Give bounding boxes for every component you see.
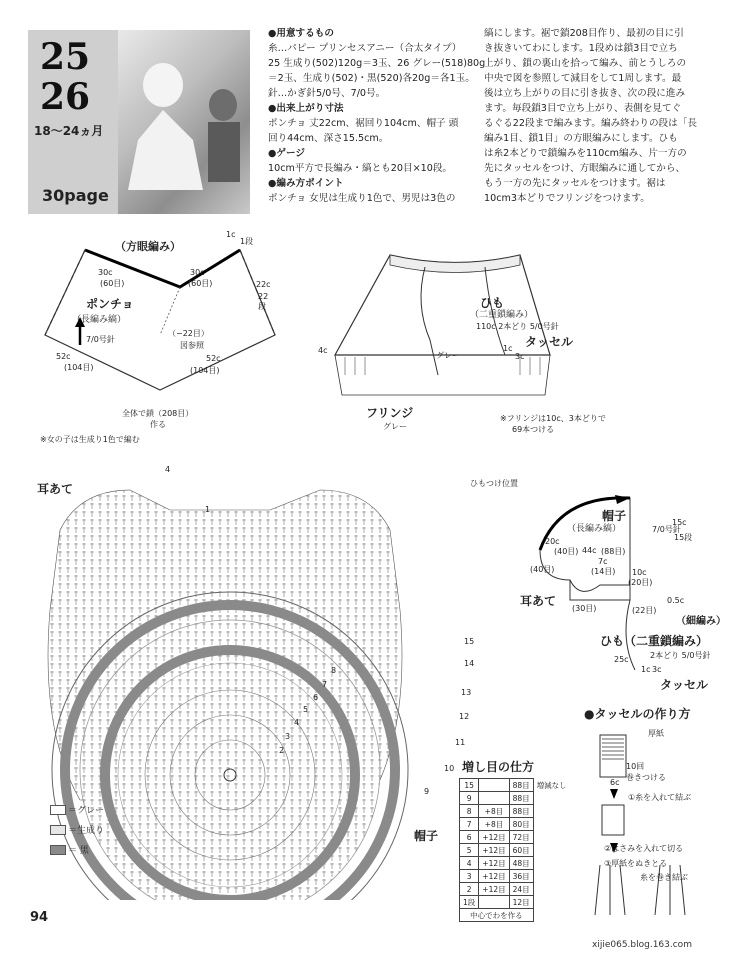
size-title: ●出来上がり寸法 [268, 103, 344, 114]
hat-himo-spec: 2本どり 5/0号針 [650, 651, 711, 660]
row-total: 88目 [509, 792, 533, 805]
row-inc: +8目 [479, 805, 509, 818]
row-14: 14 [464, 659, 475, 668]
decrease-label: （−22目） [168, 329, 209, 338]
materials-line: ＝2玉、生成り(502)・黒(520)各20g＝各1玉。 [268, 73, 475, 84]
height22-rows: 22段 [258, 292, 269, 311]
hat-st30: (30目) [572, 604, 597, 613]
table-row [460, 870, 571, 883]
tassel-step-1: ①糸を入れて結ぶ [628, 793, 692, 802]
table-row [460, 792, 571, 805]
chart-num-1: 1 [205, 505, 211, 514]
gauge-line: 10cm平方で長編み・縞とも20目×10段。 [268, 163, 453, 174]
materials-title: ●用意するもの [268, 28, 334, 39]
width30-right: 30c [190, 268, 205, 277]
hat-label: 帽子 [414, 829, 439, 843]
fringe-note-2: 69本つける [512, 425, 555, 434]
page-reference: 30page [42, 186, 109, 205]
tassel-step-3: ③厚紙をぬきとる [604, 859, 668, 868]
row-inc: +12目 [479, 831, 509, 844]
hat-height-rows: 15段 [674, 533, 693, 542]
hat-c05: 0.5c [667, 596, 685, 605]
instruction-line: 編み1目、鎖1目」の方眼編みにします。ひも [484, 133, 678, 144]
increase-table-title: 増し目の仕方 [462, 760, 535, 774]
hat-c3: 3c [652, 665, 662, 674]
row-num: 6 [460, 831, 479, 844]
hat-st40: (40目) [554, 547, 579, 556]
instruction-line: 中央で図を参照して減目をして1周します。最 [484, 73, 682, 84]
hat-c7: 7c [598, 557, 608, 566]
hat-c10: 10c [632, 568, 647, 577]
tassel-method-title: ●タッセルの作り方 [584, 707, 691, 721]
hat-tassel: タッセル [660, 678, 709, 692]
width52-left: 52c [56, 352, 71, 361]
row-inc: +12目 [479, 844, 509, 857]
hat-hook: 7/0号針 [652, 525, 681, 534]
pattern-number-26: 26 [40, 76, 91, 118]
pattern-number-25: 25 [40, 36, 91, 78]
fringe-label: フリンジ [366, 406, 414, 420]
hat-st22: (22目) [632, 606, 657, 615]
row-10: 10 [444, 764, 455, 773]
age-range: 18～24ヵ月 [34, 124, 104, 138]
hat-c25: 25c [614, 655, 629, 664]
total-chain: 全体で鎖（208目） [122, 409, 194, 418]
source-watermark: xijie065.blog.163.com [592, 940, 692, 950]
size-line: 回り44cm、深さ15.5cm。 [268, 133, 389, 144]
row1-label: 1c [226, 230, 236, 239]
legend-swatch-natural [50, 825, 66, 835]
hat-st14: (14目) [591, 567, 616, 576]
table-row [460, 857, 571, 870]
poncho-sub-label: （長編み縞） [72, 315, 127, 325]
hat-c20: 20c [545, 537, 560, 546]
wind-label: 巻きつける [626, 773, 666, 782]
tassel-tie: 糸を巻き結ぶ [640, 873, 688, 882]
row-inc [479, 792, 509, 805]
hat-st20: (20目) [628, 578, 653, 587]
increase-table [459, 778, 571, 922]
row-6: 6 [313, 693, 319, 702]
width52-right-stitches: (104目) [190, 366, 220, 375]
width52-left-stitches: (104目) [64, 363, 94, 372]
row-total: 12目 [509, 896, 533, 909]
hat-st40b: (40目) [530, 565, 555, 574]
row-inc: +12目 [479, 883, 509, 896]
legend-gray: ＝グレー [68, 806, 105, 816]
table-row [460, 805, 571, 818]
instruction-line: ます。毎段鎖3目で立ち上がり、表側を見てぐ [484, 103, 682, 114]
hat-schematic-sub: （長編み縞） [567, 524, 622, 534]
table-row [460, 909, 571, 922]
row-num: 2 [460, 883, 479, 896]
hat-hosoami: （細編み） [676, 616, 726, 627]
legend-black: ＝ 黒 [68, 846, 89, 856]
instruction-line: 先にタッセルをつけ、方眼編みに通してから、 [484, 163, 686, 174]
instructions-column-2 [484, 26, 742, 206]
children-photo [118, 30, 250, 214]
row-inc: +12目 [479, 857, 509, 870]
row-3: 3 [285, 732, 291, 741]
width52-right: 52c [206, 354, 221, 363]
table-row [460, 831, 571, 844]
width30-right-stitches: (60目) [188, 279, 213, 288]
row-total: 88目 [509, 805, 533, 818]
row-13: 13 [461, 688, 472, 697]
start-note: 中心でわを作る [460, 909, 534, 922]
row-total: 80目 [509, 818, 533, 831]
poncho-hook: 7/0号針 [86, 335, 115, 344]
row-total: 60目 [509, 844, 533, 857]
instruction-line: は糸2本どりで鎖編みを110cm編み、片一方の [484, 148, 687, 159]
poncho-label: ポンチョ [86, 297, 134, 311]
legend-swatch-gray [50, 805, 66, 815]
row-num: 15 [460, 779, 479, 792]
instructions-column-1 [268, 26, 488, 206]
gray-label: グレー [436, 351, 460, 360]
row-inc: +8目 [479, 818, 509, 831]
row1b-label: 1段 [240, 237, 254, 246]
girl-note: ※女の子は生成り1色で編む [40, 435, 140, 444]
instruction-line: るぐる22段まで編みます。編み終わりの段は「長 [484, 118, 697, 129]
row-4: 4 [294, 718, 300, 727]
hougan-label: （方眼編み） [115, 240, 181, 253]
row-num: 8 [460, 805, 479, 818]
chart-num-4: 4 [165, 465, 171, 474]
width30-left: 30c [98, 268, 113, 277]
c3-label: 3c [515, 352, 525, 361]
hat-height: 15c [672, 518, 687, 527]
hat-c1: 1c [641, 665, 651, 674]
row-num: 3 [460, 870, 479, 883]
total-chain-2: 作る [150, 420, 166, 429]
height22: 22c [256, 280, 271, 289]
tassel-label: タッセル [525, 335, 574, 349]
table-row [460, 844, 571, 857]
width30-left-stitches: (60目) [100, 279, 125, 288]
hat-c44: 44c [582, 546, 597, 555]
string-position: ひもつけ位置 [470, 479, 518, 488]
instruction-line: もう一方の先にタッセルをつけます。裾は [484, 178, 666, 189]
tassel-c6: 6c [610, 778, 620, 787]
row-8: 8 [331, 666, 337, 675]
row-inc: +12目 [479, 870, 509, 883]
row-total: 48目 [509, 857, 533, 870]
instruction-line: 上がり、鎖の裏山を拾って編み、前とうしろの [484, 58, 687, 69]
ear-flap-label: 耳あて [37, 482, 74, 496]
hat-ear-label: 耳あて [520, 594, 557, 608]
row-9: 9 [424, 787, 430, 796]
row-num: 5 [460, 844, 479, 857]
row-total: 72目 [509, 831, 533, 844]
instruction-line: 縞にします。裾で鎖208目作り、最初の目に引 [484, 28, 684, 39]
row-inc [479, 896, 509, 909]
hat-schematic-title: 帽子 [602, 509, 627, 523]
row-num: 4 [460, 857, 479, 870]
row-total: 36目 [509, 870, 533, 883]
tassel-steps-illustration [580, 725, 700, 925]
materials-line: 針…かぎ針5/0号、7/0号。 [268, 88, 386, 99]
row-total: 24目 [509, 883, 533, 896]
fringe-color: グレー [383, 422, 407, 431]
no-increase-label: 増減なし [536, 780, 567, 790]
c1-label: 1c [503, 344, 513, 353]
legend-swatch-black [50, 845, 66, 855]
materials-line: 糸…パピー プリンセスアニー（合太タイプ） [268, 43, 462, 54]
himo-sub-label: （二重鎖編み） [470, 310, 534, 320]
cardboard-label: 厚紙 [648, 729, 664, 738]
himo-label: ひも [480, 296, 505, 310]
instruction-line: 10cm3本どりでフリンジをつけます。 [484, 193, 650, 204]
instruction-line: き抜きいてわにします。1段めは鎖3目で立ち [484, 43, 678, 54]
row-num: 7 [460, 818, 479, 831]
row-11: 11 [455, 738, 466, 747]
hat-himo: ひも（二重鎖編み） [600, 634, 709, 648]
hat-st88: (88目) [601, 547, 626, 556]
row-12: 12 [459, 712, 470, 721]
points-line: ポンチョ 女児は生成り1色で、男児は3色の [268, 193, 456, 204]
table-row [460, 779, 571, 792]
row-2: 2 [279, 746, 285, 755]
row-7: 7 [322, 680, 328, 689]
row-total: 88目 [509, 779, 533, 792]
tassel-step-2: ②はさみを入れて切る [604, 844, 684, 853]
page-number: 94 [30, 910, 49, 925]
wind-times: 10回 [626, 762, 645, 771]
table-row [460, 818, 571, 831]
poncho-schematic [30, 225, 290, 425]
fringe-note: ※フリンジは10c、3本どりで [500, 414, 606, 423]
instruction-line: 後は立ち上がりの目に引き抜き、次の段に進み [484, 88, 686, 99]
c4-label: 4c [318, 346, 328, 355]
table-row [460, 896, 571, 909]
himo-length: 110c 2本どり 5/0号針 [476, 322, 559, 331]
decrease-ref: 図参照 [180, 341, 204, 350]
legend-natural: ＝生成り [68, 826, 105, 836]
table-row [460, 883, 571, 896]
photo-silhouettes [118, 30, 250, 214]
points-title: ●編み方ポイント [268, 178, 344, 189]
row-num: 1段 [460, 896, 479, 909]
gauge-title: ●ゲージ [268, 148, 305, 159]
row-15: 15 [464, 637, 475, 646]
row-inc [479, 779, 509, 792]
materials-line: 25 生成り(502)120g＝3玉、26 グレー(518)80g [268, 58, 486, 69]
row-5: 5 [303, 705, 309, 714]
row-num: 9 [460, 792, 479, 805]
size-line: ポンチョ 丈22cm、裾回り104cm、帽子 頭 [268, 118, 459, 129]
